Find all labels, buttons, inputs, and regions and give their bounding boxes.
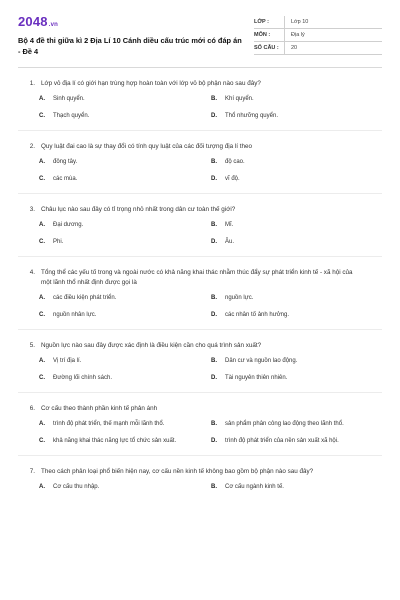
question-text: Lớp vỏ địa lí có giới hạn trùng hợp hoàn toàn với lớp vỏ bộ phận nào sau đây? bbox=[41, 80, 261, 87]
option-text: sản phẩm phân công lao động theo lãnh thổ. bbox=[225, 420, 344, 427]
answer-options bbox=[18, 157, 382, 184]
meta-row-count bbox=[254, 42, 382, 55]
question-item bbox=[18, 341, 382, 393]
option-text: các mùa. bbox=[53, 175, 78, 182]
question-item bbox=[18, 79, 382, 131]
answer-option[interactable] bbox=[39, 174, 211, 184]
answer-option[interactable] bbox=[211, 293, 383, 303]
meta-row-class bbox=[254, 16, 382, 29]
logo-text: 2048 bbox=[18, 14, 48, 29]
question-stem bbox=[18, 268, 382, 288]
question-number: 5. bbox=[29, 342, 35, 349]
question-item bbox=[18, 205, 382, 257]
question-text: Châu lục nào sau đây có tỉ trọng nhỏ nhất trong dân cư toàn thế giới? bbox=[41, 206, 236, 213]
answer-options bbox=[18, 419, 382, 446]
question-text: Nguồn lực nào sau đây được xác định là điều kiện cần cho quá trình sản xuất? bbox=[41, 342, 262, 349]
answer-options bbox=[18, 293, 382, 320]
option-letter: A. bbox=[39, 357, 45, 364]
option-letter: D. bbox=[211, 238, 217, 245]
question-item bbox=[18, 467, 382, 492]
meta-row-subject bbox=[254, 29, 382, 42]
site-logo[interactable] bbox=[18, 14, 246, 29]
question-stem bbox=[18, 467, 382, 477]
question-text: Theo cách phân loại phổ biến hiện nay, cơ cấu nền kinh tế không bao gồm bộ phận nào sau đây? bbox=[41, 468, 314, 475]
option-text: độ cao. bbox=[225, 158, 245, 165]
answer-options bbox=[18, 220, 382, 247]
question-separator bbox=[18, 455, 382, 456]
option-letter: D. bbox=[211, 437, 217, 444]
answer-option[interactable] bbox=[211, 94, 383, 104]
answer-option[interactable] bbox=[39, 94, 211, 104]
answer-option[interactable] bbox=[211, 482, 383, 492]
option-letter: A. bbox=[39, 221, 45, 228]
option-letter: D. bbox=[211, 374, 217, 381]
option-letter: D. bbox=[211, 112, 217, 119]
option-letter: C. bbox=[39, 437, 45, 444]
answer-option[interactable] bbox=[211, 237, 383, 247]
option-text: trình độ phát triển, thế mạnh mỗi lãnh thổ. bbox=[53, 420, 165, 427]
answer-options bbox=[18, 94, 382, 121]
answer-option[interactable] bbox=[211, 356, 383, 366]
header-left bbox=[18, 14, 246, 57]
option-text: Tài nguyên thiên nhiên. bbox=[225, 374, 288, 381]
option-text: Mĩ. bbox=[225, 221, 234, 228]
option-letter: A. bbox=[39, 420, 45, 427]
option-letter: B. bbox=[211, 95, 217, 102]
question-list bbox=[18, 79, 382, 492]
option-letter: A. bbox=[39, 158, 45, 165]
option-letter: C. bbox=[39, 311, 45, 318]
exam-title: Bộ 4 đề thi giữa kì 2 Địa Lí 10 Cánh diều cấu trúc mới có đáp án - Đề 4 bbox=[18, 36, 242, 56]
question-separator bbox=[18, 193, 382, 194]
option-text: nguồn lực. bbox=[225, 294, 254, 301]
answer-options bbox=[18, 482, 382, 492]
option-letter: A. bbox=[39, 294, 45, 301]
answer-option[interactable] bbox=[211, 310, 383, 320]
option-text: Cơ cấu ngành kinh tế. bbox=[225, 483, 284, 490]
meta-key: LỚP : bbox=[254, 19, 269, 25]
option-letter: D. bbox=[211, 175, 217, 182]
header-divider bbox=[18, 67, 382, 68]
question-stem bbox=[18, 79, 382, 89]
answer-option[interactable] bbox=[39, 293, 211, 303]
option-text: các nhân tố ảnh hưởng. bbox=[225, 311, 289, 318]
question-number: 7. bbox=[29, 468, 35, 475]
answer-option[interactable] bbox=[211, 373, 383, 383]
question-stem bbox=[18, 142, 382, 152]
option-text: Phi. bbox=[53, 238, 64, 245]
option-letter: B. bbox=[211, 158, 217, 165]
question-separator bbox=[18, 329, 382, 330]
answer-option[interactable] bbox=[39, 111, 211, 121]
question-separator bbox=[18, 392, 382, 393]
meta-key: MÔN : bbox=[254, 32, 271, 38]
option-letter: C. bbox=[39, 238, 45, 245]
answer-option[interactable] bbox=[39, 157, 211, 167]
option-text: Vị trí địa lí. bbox=[53, 357, 82, 364]
question-text: Quy luật đai cao là sự thay đổi có tính quy luật của các đối tượng địa lí theo bbox=[41, 143, 253, 150]
meta-value: 20 bbox=[284, 42, 382, 54]
option-letter: A. bbox=[39, 483, 45, 490]
answer-option[interactable] bbox=[39, 373, 211, 383]
answer-option[interactable] bbox=[39, 310, 211, 320]
question-separator bbox=[18, 130, 382, 131]
option-text: Khí quyển. bbox=[225, 95, 254, 102]
option-text: trình độ phát triển của nền sản xuất xã hội. bbox=[225, 437, 339, 444]
option-text: Cơ cấu thu nhập. bbox=[53, 483, 100, 490]
option-letter: C. bbox=[39, 112, 45, 119]
question-item bbox=[18, 268, 382, 330]
question-number: 3. bbox=[29, 206, 35, 213]
answer-option[interactable] bbox=[211, 220, 383, 230]
answer-option[interactable] bbox=[39, 419, 211, 429]
question-number: 4. bbox=[29, 269, 35, 276]
question-number: 2. bbox=[29, 143, 35, 150]
question-stem bbox=[18, 205, 382, 215]
option-text: Thạch quyển. bbox=[53, 112, 90, 119]
question-separator bbox=[18, 256, 382, 257]
option-letter: B. bbox=[211, 420, 217, 427]
option-letter: A. bbox=[39, 95, 45, 102]
meta-value: Địa lý bbox=[284, 29, 382, 41]
question-item bbox=[18, 404, 382, 456]
exam-meta-table bbox=[254, 16, 382, 57]
header bbox=[18, 14, 382, 57]
answer-option[interactable] bbox=[211, 174, 383, 184]
question-number: 1. bbox=[29, 80, 35, 87]
option-text: khả năng khai thác năng lực tổ chức sản xuất. bbox=[53, 437, 177, 444]
logo-suffix: .vn bbox=[48, 22, 59, 28]
question-number: 6. bbox=[29, 405, 35, 412]
option-text: vĩ độ. bbox=[225, 175, 240, 182]
option-text: Thổ nhưỡng quyển. bbox=[225, 112, 278, 119]
answer-option[interactable] bbox=[39, 220, 211, 230]
question-item bbox=[18, 142, 382, 194]
option-text: Đại dương. bbox=[53, 221, 84, 228]
answer-options bbox=[18, 356, 382, 383]
answer-option[interactable] bbox=[39, 356, 211, 366]
option-letter: C. bbox=[39, 175, 45, 182]
answer-option[interactable] bbox=[211, 419, 383, 429]
answer-option[interactable] bbox=[211, 111, 383, 121]
meta-value: Lớp 10 bbox=[284, 16, 382, 28]
option-letter: B. bbox=[211, 483, 217, 490]
answer-option[interactable] bbox=[39, 436, 211, 446]
question-text: Cơ cấu theo thành phần kinh tế phản ánh bbox=[41, 405, 158, 412]
answer-option[interactable] bbox=[211, 157, 383, 167]
question-text: Tổng thể các yếu tố trong và ngoài nước có khả năng khai thác nhằm thúc đẩy sự phát triển kinh tế - xã hội của một lãnh thổ nhất định được gọi là bbox=[41, 269, 353, 286]
question-stem bbox=[18, 341, 382, 351]
option-letter: B. bbox=[211, 221, 217, 228]
answer-option[interactable] bbox=[39, 237, 211, 247]
option-text: Sinh quyển. bbox=[53, 95, 85, 102]
option-text: nguồn nhân lực. bbox=[53, 311, 97, 318]
option-letter: B. bbox=[211, 357, 217, 364]
option-letter: B. bbox=[211, 294, 217, 301]
option-text: Đường lối chính sách. bbox=[53, 374, 112, 381]
option-text: các điều kiện phát triển. bbox=[53, 294, 117, 301]
meta-key: SỐ CÂU : bbox=[254, 45, 279, 51]
option-text: Dân cư và nguồn lao động. bbox=[225, 357, 298, 364]
question-stem bbox=[18, 404, 382, 414]
option-letter: D. bbox=[211, 311, 217, 318]
option-text: Âu. bbox=[225, 238, 235, 245]
answer-option[interactable] bbox=[211, 436, 383, 446]
option-letter: C. bbox=[39, 374, 45, 381]
answer-option[interactable] bbox=[39, 482, 211, 492]
option-text: đông tây. bbox=[53, 158, 78, 165]
